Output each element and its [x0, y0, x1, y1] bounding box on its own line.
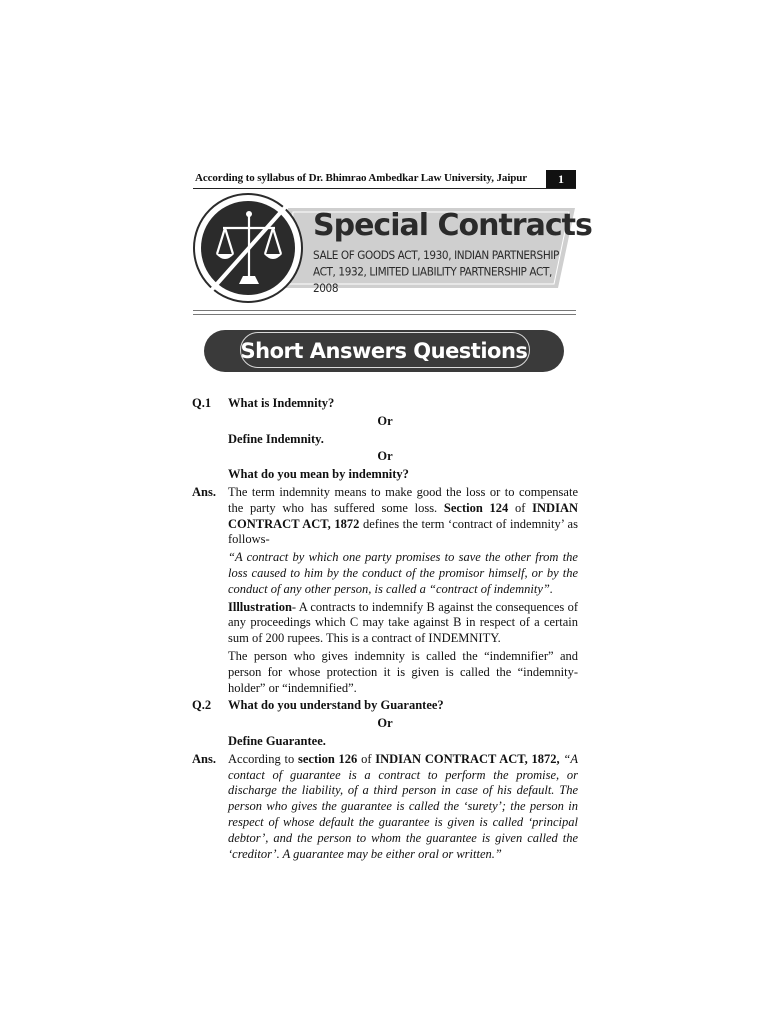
question-text: What do you mean by indemnity? [228, 467, 409, 482]
question-1 [192, 396, 578, 412]
illustration [192, 600, 578, 647]
scales-of-justice-icon [213, 208, 285, 292]
question-label: Q.1 [192, 396, 212, 410]
answer-text: of [508, 500, 533, 515]
answer-1 [192, 485, 578, 548]
question-2 [192, 698, 578, 714]
illustration-label: Illlustration [228, 599, 292, 614]
question-text: What is Indemnity? [228, 396, 335, 410]
or-separator: Or [377, 413, 393, 428]
answer-label: Ans. [192, 484, 216, 499]
or-separator: Or [377, 449, 393, 464]
section-reference: section 126 [298, 751, 358, 766]
banner-subtitle-line1: SALE OF GOODS ACT, 1930, INDIAN PARTNERSHIP [313, 248, 559, 263]
banner-subtitle [313, 248, 563, 298]
question-label: Q.2 [192, 698, 212, 713]
qa-content [192, 396, 578, 864]
question-text: Define Guarantee. [228, 733, 326, 748]
answer-text: The person who gives indemnity is called the “indemnifier” and person for whose protection it is given is called the “indemnity-holder” or “indemnified”. [228, 648, 578, 695]
section-heading [204, 330, 564, 372]
syllabus-text: According to syllabus of Dr. Bhimrao Ambedkar Law University, Jaipur [195, 172, 528, 184]
banner-subtitle-line2: ACT, 1932, LIMITED LIABILITY PARTNERSHIP ACT, 2008 [313, 265, 552, 296]
act-name: INDIAN CONTRACT ACT, 1872 [228, 500, 578, 531]
divider-rule [193, 314, 576, 315]
answer-label: Ans. [192, 751, 216, 766]
answer-text: of [357, 751, 376, 766]
page-number: 1 [546, 170, 576, 188]
answer-text: defines the term ‘contract of indemnity’ as follows- [228, 516, 578, 547]
act-name: INDIAN CONTRACT ACT, 1872, [375, 751, 560, 766]
definition-quote: “A contact of guarantee is a contract to perform the promise, or discharge the liability, of a third person in case of his default. The person who gives the guarantee is called the ‘surety’; the person in respect of whose default the guarantee is given is called ‘principal debtor’, and the person to whom the guarantee is given called the ‘creditor’. A guarantee may be either oral or written.” [228, 751, 579, 861]
question-text: What do you understand by Guarantee? [228, 698, 444, 713]
answer-text: The term indemnity means to make good the loss or to compensate the party who has suffered some loss. [228, 484, 578, 515]
title-banner [193, 192, 592, 304]
answer-2 [192, 752, 578, 863]
or-separator: Or [377, 716, 393, 731]
answer-text: According to [228, 751, 298, 766]
banner-title: Special Contracts [313, 208, 592, 243]
section-reference: Section 124 [443, 500, 509, 515]
running-header [193, 170, 576, 189]
divider-rule [193, 310, 576, 311]
illustration-text: - A contracts to indemnify B against the consequences of any proceedings which C may take against B in respect of a certain sum of 200 rupees. This is a contract of INDEMNITY. [228, 599, 578, 646]
section-heading-text: Short Answers Questions [240, 339, 528, 363]
definition-quote: “A contract by which one party promises to save the other from the loss caused to him by the conduct of the promisor himself, or by the conduct of any other person, is called a “contract of indemnity”. [228, 550, 578, 596]
question-text: Define Indemnity. [228, 431, 324, 446]
